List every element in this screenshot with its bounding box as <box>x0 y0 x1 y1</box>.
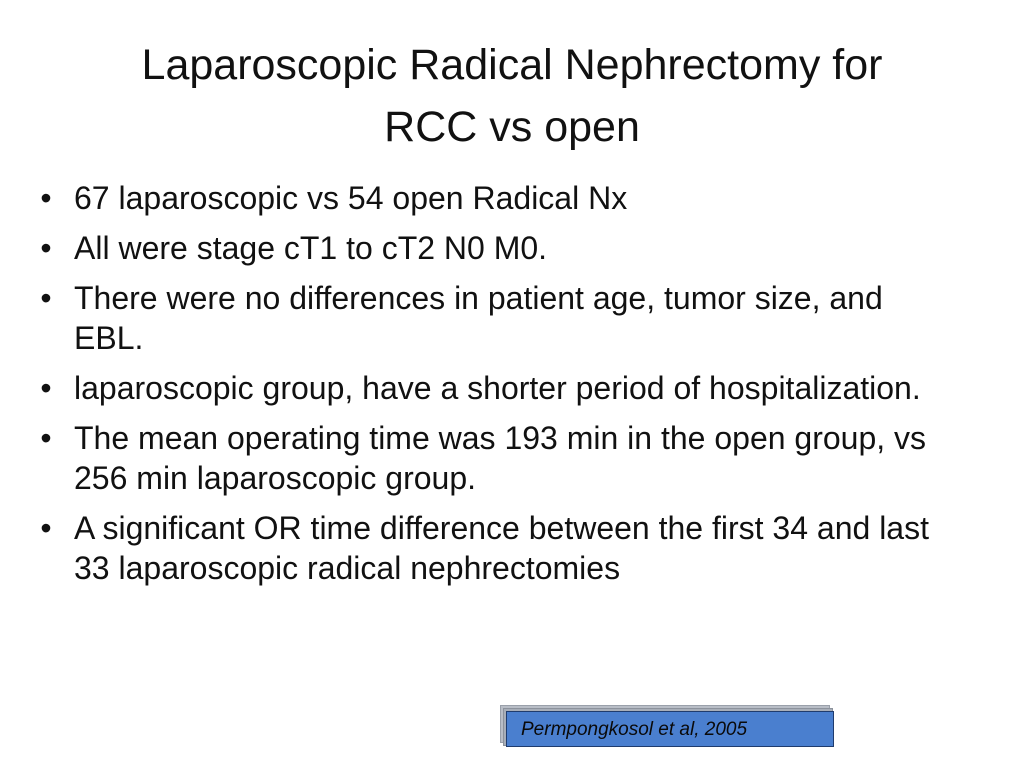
bullet-text: laparoscopic group, have a shorter period of hospitalization. <box>74 370 921 406</box>
bullet-dot-icon: • <box>40 510 52 546</box>
slide-title-line-2: RCC vs open <box>384 103 640 151</box>
bullet-item <box>30 368 930 408</box>
citation-label: Permpongkosol et al, 2005 <box>506 711 834 747</box>
bullet-dot-icon: • <box>40 420 52 456</box>
citation-box <box>506 711 840 753</box>
slide-title-line-1: Laparoscopic Radical Nephrectomy for <box>141 41 883 89</box>
bullet-text: The mean operating time was 193 min in the open group, vs 256 min laparoscopic group. <box>74 420 927 496</box>
bullet-dot-icon: • <box>40 370 52 406</box>
bullet-item <box>30 418 930 498</box>
bullet-item <box>30 508 930 588</box>
bullet-text: All were stage cT1 to cT2 N0 M0. <box>74 230 548 266</box>
bullet-list <box>30 178 930 598</box>
bullet-dot-icon: • <box>40 280 52 316</box>
bullet-text: 67 laparoscopic vs 54 open Radical Nx <box>74 180 628 216</box>
bullet-item <box>30 228 930 268</box>
bullet-item <box>30 178 930 218</box>
bullet-dot-icon: • <box>40 180 52 216</box>
bullet-text: There were no differences in patient age, tumor size, and EBL. <box>74 280 883 356</box>
bullet-item <box>30 278 930 358</box>
bullet-dot-icon: • <box>40 230 52 266</box>
slide-title <box>40 34 984 158</box>
bullet-text: A significant OR time difference between the first 34 and last 33 laparoscopic radical nephrectomies <box>74 510 929 586</box>
